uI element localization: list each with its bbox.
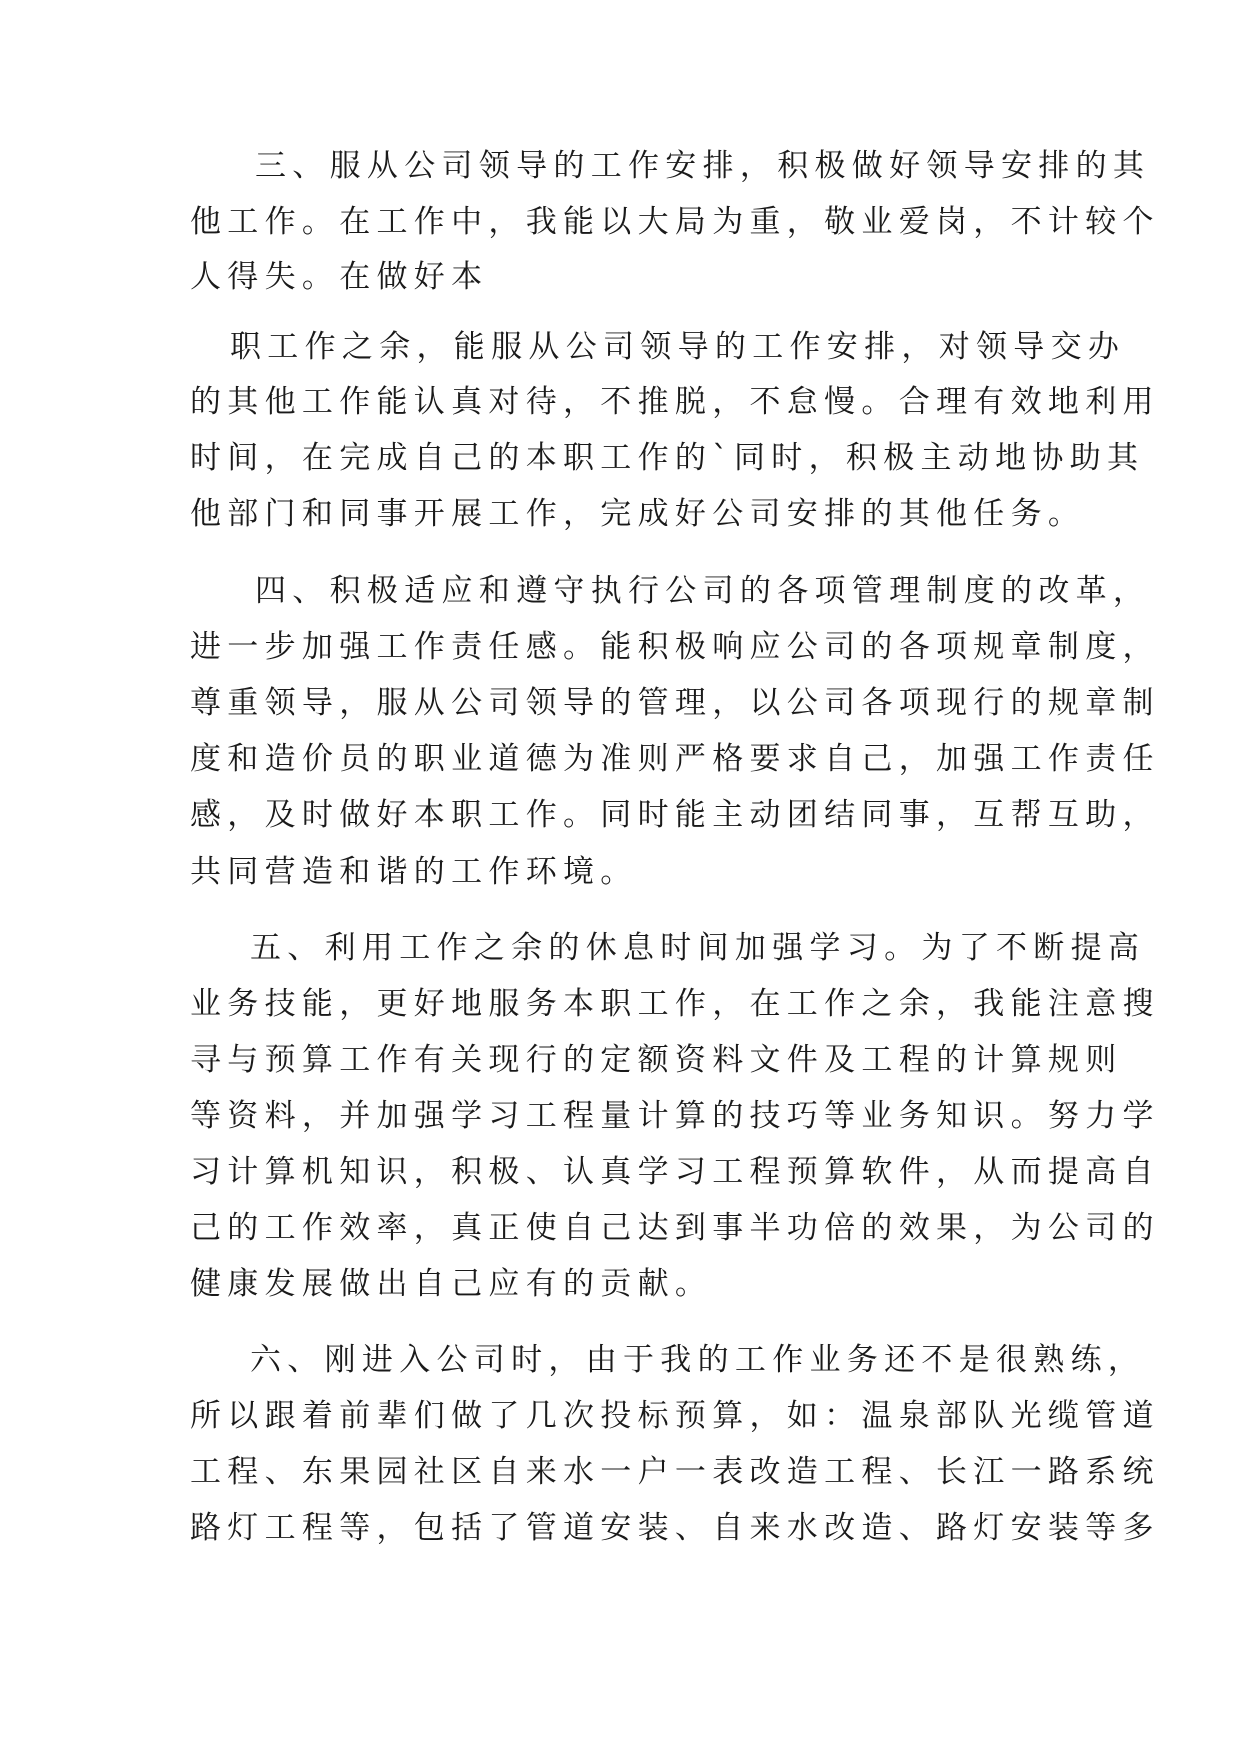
text-line: 路灯工程等，包括了管道安装、自来水改造、路灯安装等多 [190,1510,1160,1546]
text-line: 工程、东果园社区自来水一户一表改造工程、长江一路系统 [190,1454,1160,1490]
text-line: 共同营造和谐的工作环境。 [190,854,638,890]
text-line: 五、利用工作之余的休息时间加强学习。为了不断提高 [250,930,1146,966]
text-line: 三、服从公司领导的工作安排，积极做好领导安排的其 [255,148,1151,184]
text-line: 的其他工作能认真对待，不推脱，不怠慢。合理有效地利用 [190,384,1160,420]
text-line: 业务技能，更好地服务本职工作，在工作之余，我能注意搜 [190,986,1160,1022]
text-line: 感，及时做好本职工作。同时能主动团结同事，互帮互助， [190,797,1160,833]
text-line: 他部门和同事开展工作，完成好公司安排的其他任务。 [190,496,1086,532]
text-line: 等资料，并加强学习工程量计算的技巧等业务知识。努力学 [190,1098,1160,1134]
text-line: 所以跟着前辈们做了几次投标预算，如：温泉部队光缆管道 [190,1398,1160,1434]
text-line: 四、积极适应和遵守执行公司的各项管理制度的改革， [255,573,1151,609]
text-line: 他工作。在工作中，我能以大局为重，敬业爱岗，不计较个 [190,204,1160,240]
text-line: 度和造价员的职业道德为准则严格要求自己，加强工作责任 [190,741,1160,777]
text-line: 人得失。在做好本 [190,259,489,295]
text-line: 六、刚进入公司时，由于我的工作业务还不是很熟练， [250,1342,1146,1378]
text-line: 进一步加强工作责任感。能积极响应公司的各项规章制度， [190,629,1160,665]
text-line: 己的工作效率，真正使自己达到事半功倍的效果，为公司的 [190,1210,1160,1246]
text-line: 寻与预算工作有关现行的定额资料文件及工程的计算规则 [190,1042,1123,1078]
text-line: 健康发展做出自己应有的贡献。 [190,1266,713,1302]
text-line: 时间，在完成自己的本职工作的`同时，积极主动地协助其 [190,440,1145,476]
text-line: 职工作之余，能服从公司领导的工作安排，对领导交办 [230,329,1126,365]
text-line: 尊重领导，服从公司领导的管理，以公司各项现行的规章制 [190,685,1160,721]
text-line: 习计算机知识，积极、认真学习工程预算软件，从而提高自 [190,1154,1160,1190]
